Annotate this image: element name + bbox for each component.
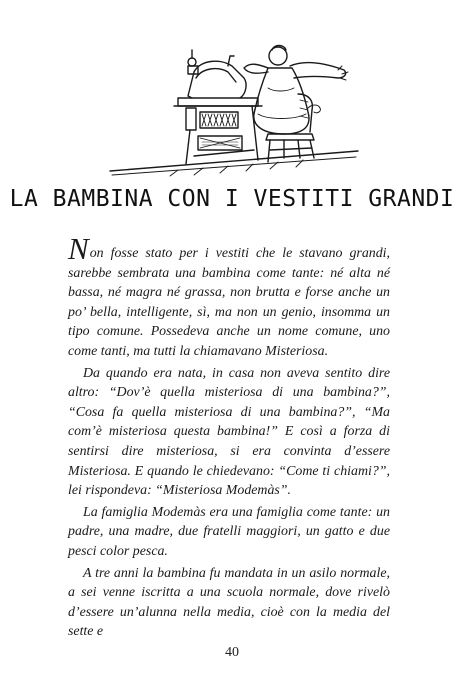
paragraph-4: A tre anni la bambina fu mandata in un asilo normale, a sei venne iscritta a una scuola normale, dove rivelò d’essere un’alunna nella media, cioè con la media del sette e: [68, 565, 390, 640]
chapter-title: LA BAMBINA CON I VESTITI GRANDI: [9, 186, 455, 212]
page-number: 40: [225, 645, 239, 660]
paragraph-1: [68, 231, 390, 362]
paragraph-3: La famiglia Modemàs era una famiglia come tante: un padre, una madre, due fratelli maggiori, un gatto e due pesci color pesca.: [68, 504, 390, 559]
paragraph-1-text: on fosse stato per i vestiti che le stavano grandi, sarebbe sembrata una bambina come tante: né alta né bassa, né magra né grassa, non brutta e forse anche un po’ bella, intelligente, sì, ma non un genio, insomma un tipo comune. Possedeva anche un nome comune, uno come tanti, ma tutti la chiamavano Misteriosa.: [68, 246, 390, 359]
paragraph-2: Da quando era nata, in casa non aveva sentito dire altro: “Dov’è quella misteriosa di una bambina?”, “Cosa fa quella misteriosa di una bambina?”, “Ma com’è misteriosa questa bambina!” E così a forza di sentirsi dire misteriosa, si era convinta d’essere Misteriosa. E quando le chiedevano: “Come ti chiami?”, lei rispondeva: “Misteriosa Modemàs”.: [68, 365, 390, 499]
girl-sewing-machine-illustration: [108, 38, 360, 178]
body-text: [68, 231, 390, 644]
drop-cap: N: [68, 231, 89, 266]
